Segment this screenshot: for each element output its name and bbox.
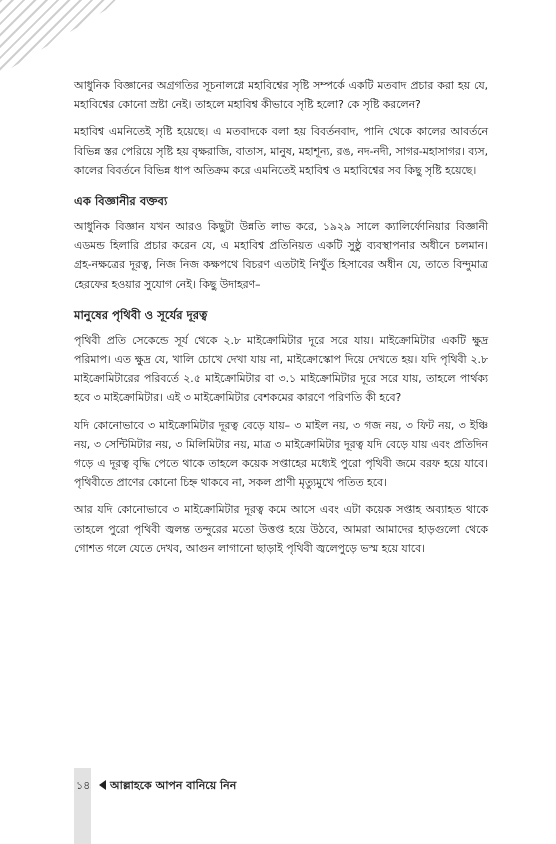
section-heading-earth-sun-distance: মানুষের পৃথিবী ও সূর্যের দূরত্ব (74, 307, 208, 322)
intro-paragraph-2: মহাবিশ্ব এমনিতেই সৃষ্টি হয়েছে। এ মতবাদকে বলা হয় বিবর্তনবাদ, পানি থেকে কালের আবর্তনে বিভিন্ন স্তর পেরিয়ে সৃষ্টি হয় বৃক্ষরাজি, বাতাস, মানুষ, মহাশূন্য, রঙ, নদ-নদী, সাগর-মহাসাগর। ব্যস, কালের বিবর্তনে বিভিন্ন ধাপ অতিক্রম করে এমনিতেই মহাবিশ্ব ও মহাবিশ্বের সব কিছু সৃষ্টি হয়েছে। (74, 125, 488, 177)
triangle-left-icon (99, 780, 106, 790)
page-number: ১৪ (76, 779, 91, 792)
distance-paragraph-2: যদি কোনোভাবে ৩ মাইক্রোমিটার দূরত্ব বেড়ে যায়– ৩ মাইল নয়, ৩ গজ নয়, ৩ ফিট নয়, ৩ ইঞ্চি নয়, ৩ সেন্টিমিটার নয়, ৩ মিলিমিটার নয়, মাত্র ৩ মাইক্রোমিটার দূরত্ব যদি বেড়ে যায় এবং প্রতিদিন গড়ে এ দূরত্ব বৃদ্ধি পেতে থাকে তাহলে কয়েক সপ্তাহের মধ্যেই পুরো পৃথিবী জমে বরফ হয়ে যাবে। পৃথিবীতে প্রাণের কোনো চিহ্ন থাকবে না, সকল প্রাণী মৃত্যুমুখে পতিত হবে। (74, 418, 488, 490)
distance-paragraph-3: আর যদি কোনোভাবে ৩ মাইক্রোমিটার দূরত্ব কমে আসে এবং এটা কয়েক সপ্তাহ অব্যাহত থাকে তাহলে পুরো পৃথিবী জ্বলন্ত তন্দুরের মতো উত্তপ্ত হয়ে উঠবে, আমরা আমাদের হাড়গুলো থেকে গোশত গলে যেতে দেখব, আগুন লাগানো ছাড়াই পৃথিবী জ্বলেপুড়ে ভস্ম হয়ে যাবে। (74, 503, 488, 555)
distance-paragraph-1: পৃথিবী প্রতি সেকেন্ডে সূর্য থেকে ২.৮ মাইক্রোমিটার দূরে সরে যায়। মাইক্রোমিটার একটি ক্ষুদ্র পরিমাপ। এত ক্ষুদ্র যে, খালি চোখে দেখা যায় না, মাইক্রোস্কোপ দিয়ে দেখতে হয়। যদি পৃথিবী ২.৮ মাইক্রোমিটারের পরিবর্তে ২.৫ মাইক্রোমিটার বা ৩.১ মাইক্রোমিটার দূরে সরে যায়, তাহলে পার্থক্য হবে ৩ মাইক্রোমিটার। এই ৩ মাইক্রোমিটার বেশকমের কারণে পরিণতি কী হবে? (74, 333, 488, 405)
corner-stripe-decoration (0, 0, 122, 75)
intro-paragraph-1: আধুনিক বিজ্ঞানের অগ্রগতির সূচনালগ্নে মহাবিশ্বের সৃষ্টি সম্পর্কে একটি মতবাদ প্রচার করা হয় যে, মহাবিশ্বের কোনো স্রষ্টা নেই। তাহলে মহাবিশ্ব কীভাবে সৃষ্টি হলো? কে সৃষ্টি করলেন? (74, 79, 488, 112)
section-heading-scientist: এক বিজ্ঞানীর বক্তব্য (74, 194, 168, 209)
page-content (74, 76, 488, 566)
scientist-paragraph: আধুনিক বিজ্ঞান যখন আরও কিছুটা উন্নতি লাভ করে, ১৯২৯ সালে ক্যালির্ফোনিয়ার বিজ্ঞানী এডমন্ড হিলারি প্রচার করেন যে, এ মহাবিশ্ব প্রতিনিয়ত একটি সুষ্ঠু ব্যবস্থাপনার অধীনে চলমান। গ্রহ-নক্ষত্রের দূরত্ব, নিজ নিজ কক্ষপথে বিচরণ এতটাই নিখুঁত হিসাবের অধীন যে, তাতে বিন্দুমাত্র হেরফের হওয়ার সুযোগ নেই। কিছু উদাহরণ– (74, 220, 488, 291)
book-title: আল্লাহকে আপন বানিয়ে নিন (110, 779, 237, 792)
